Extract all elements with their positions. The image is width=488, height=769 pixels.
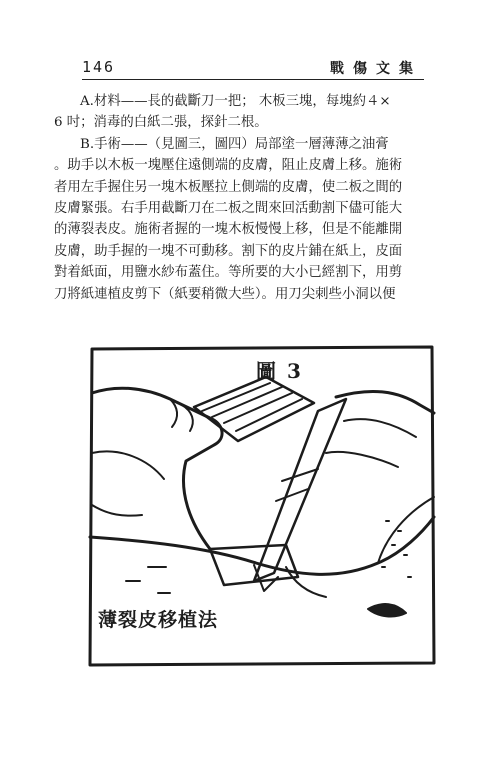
- text-line: B.手術——（見圖三，圖四）局部塗一層薄薄之油膏: [80, 136, 389, 152]
- figure-caption: 薄裂皮移植法: [98, 609, 219, 631]
- text-line: 皮膚，助手握的一塊不可動移。割下的皮片鋪在紙上，皮面: [54, 243, 403, 259]
- page-number: 146: [82, 58, 116, 76]
- figure-label: 圖 3: [256, 359, 303, 383]
- header-rule: [82, 79, 424, 80]
- text-line: 者用左手握住另一塊木板壓拉上側端的皮膚，使二板之間的: [54, 179, 403, 195]
- figure-3: [86, 341, 438, 671]
- text-line: A.材料——長的截斷刀一把； 木板三塊，每塊約４×: [80, 94, 391, 109]
- text-line: 6 吋；消毒的白紙二張，探針二根。: [54, 115, 268, 131]
- body-text: [54, 91, 442, 305]
- text-line: 。助手以木板一塊壓住遠側端的皮膚，阻止皮膚上移。施術: [54, 158, 403, 174]
- book-title: 戰傷文集: [330, 61, 422, 77]
- text-line: 刀將紙連植皮剪下（紙要稍微大些）。用刀尖刺些小洞以便: [54, 286, 396, 302]
- page-header: [82, 58, 422, 80]
- text-line: 對着紙面，用鹽水紗布蓋住。等所要的大小已經割下，用剪: [54, 265, 403, 281]
- text-line: 皮膚緊張。右手用截斷刀在二板之間來回活動割下儘可能大: [54, 200, 403, 216]
- text-line: 的薄裂表皮。施術者握的一塊木板慢慢上移，但是不能離開: [54, 222, 403, 238]
